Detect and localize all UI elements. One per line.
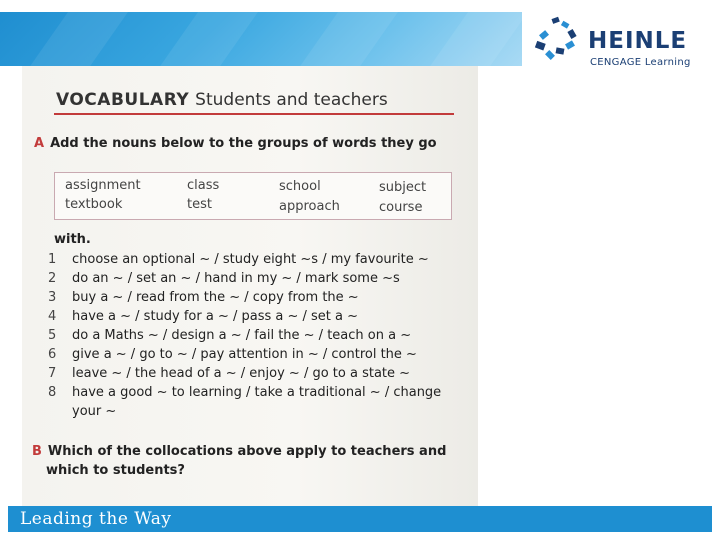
noun-box: [54, 172, 452, 220]
item-text: give a ~ / go to ~ / pay attention in ~ / control the ~: [72, 347, 417, 362]
section-title-keyword: VOCABULARY: [56, 90, 190, 110]
item-text: buy a ~ / read from the ~ / copy from the ~: [72, 290, 359, 305]
noun-word: approach: [279, 199, 340, 214]
exercise-b-instruction: [32, 442, 446, 480]
noun-word: test: [187, 197, 212, 212]
item-number: 4: [48, 309, 57, 324]
item-text: have a good ~ to learning / take a traditional ~ / change: [72, 385, 442, 400]
item-number: 5: [48, 328, 57, 343]
exercise-b-line2: which to students?: [46, 463, 185, 478]
banner-stripe: [268, 12, 412, 66]
noun-word: course: [379, 200, 423, 215]
footer-tagline: Leading the Way: [20, 509, 172, 529]
banner-stripe: [0, 12, 142, 66]
noun-word: subject: [379, 180, 427, 195]
item-number: 1: [48, 252, 57, 267]
exercise-b-letter: B: [32, 444, 42, 459]
item-text: do a Maths ~ / design a ~ / fail the ~ / teach on a ~: [72, 328, 412, 343]
heinle-logo-mark-icon: [532, 16, 580, 64]
textbook-page: [22, 66, 478, 506]
logo-subtitle: CENGAGE Learning: [590, 57, 691, 68]
heinle-logo: [532, 12, 712, 70]
item-number: 3: [48, 290, 57, 305]
banner-stripe: [398, 12, 522, 66]
header-banner: [0, 12, 522, 66]
noun-word: school: [279, 179, 321, 194]
title-underline: [54, 113, 454, 115]
item-text: choose an optional ~ / study eight ~s / my favourite ~: [72, 252, 429, 267]
exercise-a-continued: with.: [54, 232, 91, 247]
item-text: your ~: [72, 404, 117, 419]
exercise-a-text: Add the nouns below to the groups of words they go: [50, 136, 437, 151]
item-text: do an ~ / set an ~ / hand in my ~ / mark some ~s: [72, 271, 400, 286]
section-title: [56, 90, 388, 110]
item-number: 2: [48, 271, 57, 286]
logo-wordmark: HEINLE: [588, 28, 688, 54]
noun-word: textbook: [65, 197, 123, 212]
exercise-b-line1: Which of the collocations above apply to teachers and: [47, 444, 447, 459]
item-text: leave ~ / the head of a ~ / enjoy ~ / go to a state ~: [72, 366, 411, 381]
item-number: 8: [48, 385, 57, 400]
noun-word: assignment: [65, 178, 141, 193]
item-text: have a ~ / study for a ~ / pass a ~ / set a ~: [72, 309, 359, 324]
footer-bar: [8, 506, 712, 532]
item-number: 6: [48, 347, 57, 362]
banner-stripe: [128, 12, 272, 66]
exercise-a-letter: A: [34, 136, 45, 151]
item-number: 7: [48, 366, 57, 381]
noun-word: class: [187, 178, 220, 193]
exercise-a-instruction: [34, 136, 437, 151]
section-title-topic: Students and teachers: [195, 90, 388, 110]
